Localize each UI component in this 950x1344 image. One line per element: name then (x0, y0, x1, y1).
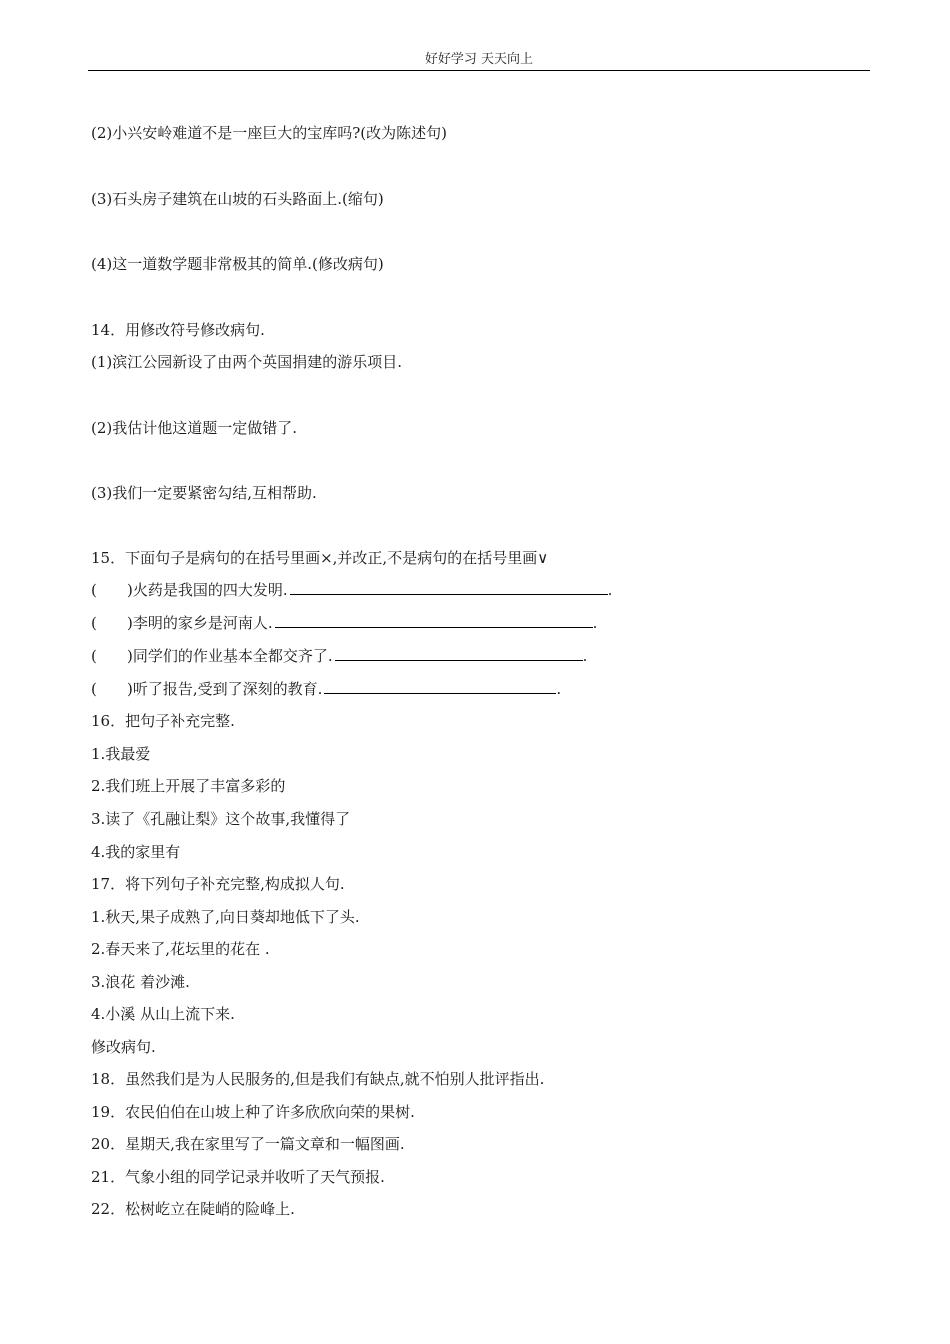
q16-item-1: 1.我最爱 (91, 745, 151, 763)
q15-item-2-text: 李明的家乡是河南人. (132, 614, 273, 632)
q16-item-3: 3.读了《孔融让梨》这个故事,我懂得了 (91, 810, 351, 828)
q13-item-3: (3)石头房子建筑在山坡的石头路面上.(缩句) (91, 190, 384, 208)
q15-item-4 (91, 679, 561, 699)
q15-item-1-text: 火药是我国的四大发明. (132, 581, 288, 599)
q17-item-2: 2.春天来了,花坛里的花在 . (91, 940, 270, 958)
q13-item-2: (2)小兴安岭难道不是一座巨大的宝库吗?(改为陈述句) (91, 124, 447, 142)
close-paren: ) (127, 680, 133, 698)
answer-blank[interactable] (290, 580, 608, 595)
section-title: 修改病句. (91, 1038, 156, 1056)
q13-item-4: (4)这一道数学题非常极其的简单.(修改病句) (91, 255, 384, 273)
open-paren: ( (91, 581, 97, 599)
q15-item-4-text: 听了报告,受到了深刻的教育. (132, 680, 323, 698)
open-paren: ( (91, 680, 97, 698)
q19: 19．农民伯伯在山坡上种了许多欣欣向荣的果树. (91, 1103, 415, 1121)
period: . (592, 614, 598, 632)
period: . (582, 647, 588, 665)
period: . (556, 680, 562, 698)
open-paren: ( (91, 647, 97, 665)
q17-item-4: 4.小溪 从山上流下来. (91, 1005, 235, 1023)
q22: 22．松树屹立在陡峭的险峰上. (91, 1200, 295, 1218)
q15-item-3 (91, 646, 587, 666)
q17-title: 17．将下列句子补充完整,构成拟人句. (91, 875, 345, 893)
q15-item-2 (91, 613, 597, 633)
answer-blank[interactable] (324, 679, 556, 694)
q16-item-2: 2.我们班上开展了丰富多彩的 (91, 777, 286, 795)
q15-item-1 (91, 580, 612, 600)
q14-item-2: (2)我估计他这道题一定做错了. (91, 419, 298, 437)
q21: 21．气象小组的同学记录并收听了天气预报. (91, 1168, 385, 1186)
q18: 18．虽然我们是为人民服务的,但是我们有缺点,就不怕别人批评指出. (91, 1070, 545, 1088)
q16-item-4: 4.我的家里有 (91, 843, 181, 861)
answer-blank[interactable] (275, 613, 593, 628)
q15-item-3-text: 同学们的作业基本全都交齐了. (132, 647, 333, 665)
close-paren: ) (127, 581, 133, 599)
close-paren: ) (127, 647, 133, 665)
close-paren: ) (127, 614, 133, 632)
q20: 20．星期天,我在家里写了一篇文章和一幅图画. (91, 1135, 405, 1153)
q14-title: 14．用修改符号修改病句. (91, 321, 265, 339)
q16-title: 16．把句子补充完整. (91, 712, 235, 730)
q14-item-3: (3)我们一定要紧密勾结,互相帮助. (91, 484, 317, 502)
q17-item-3: 3.浪花 着沙滩. (91, 973, 190, 991)
q15-title: 15．下面句子是病句的在括号里画×,并改正,不是病句的在括号里画∨ (91, 549, 549, 567)
page-header: 好好学习 天天向上 (424, 52, 534, 67)
q17-item-1: 1.秋天,果子成熟了,向日葵却地低下了头. (91, 908, 360, 926)
period: . (607, 581, 613, 599)
q14-item-1: (1)滨江公园新设了由两个英国捐建的游乐项目. (91, 353, 403, 371)
open-paren: ( (91, 614, 97, 632)
answer-blank[interactable] (335, 646, 583, 661)
header-divider (88, 70, 870, 71)
